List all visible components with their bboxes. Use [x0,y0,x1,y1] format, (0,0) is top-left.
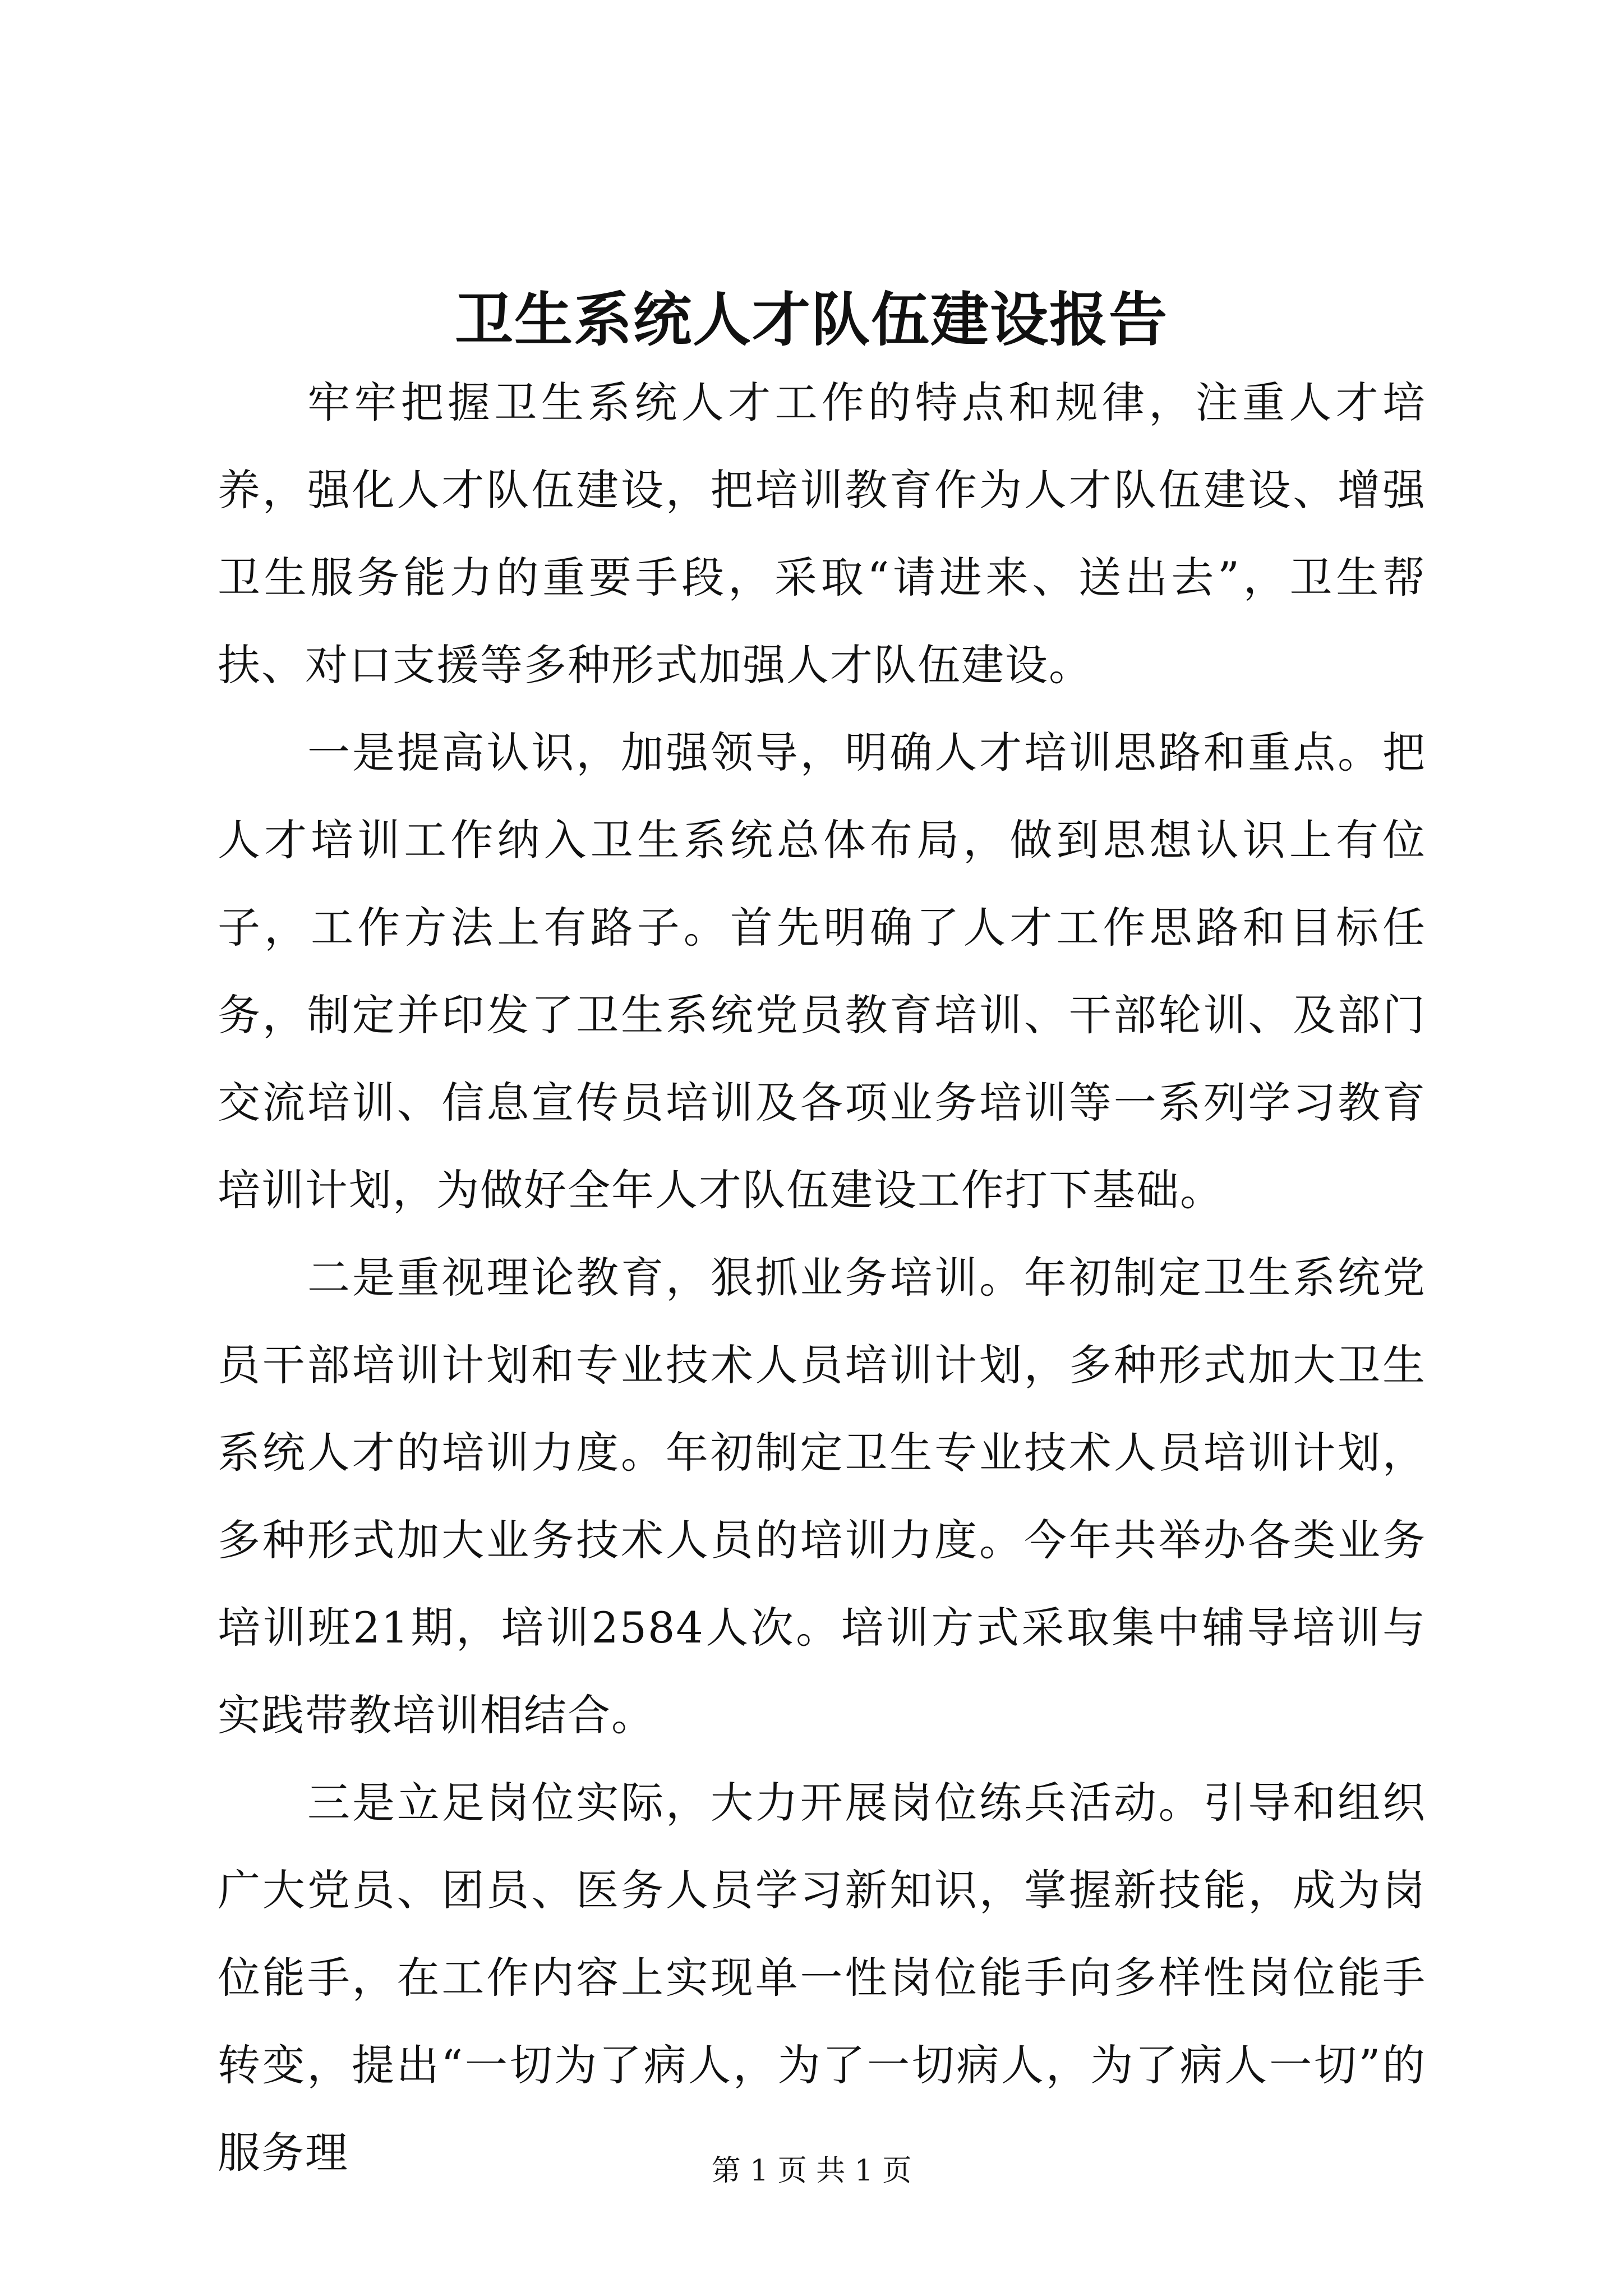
paragraph-intro: 牢牢把握卫生系统人才工作的特点和规律，注重人才培养，强化人才队伍建设，把培训教育作为人才队伍建设、增强卫生服务能力的重要手段，采取“请进来、送出去”，卫生帮扶、对口支援等多种形式加强人才队伍建设。 [218,378,1426,690]
paragraph-section-3: 三是立足岗位实际，大力开展岗位练兵活动。引导和组织广大党员、团员、医务人员学习新知识，掌握新技能，成为岗位能手，在工作内容上实现单一性岗位能手向多样性岗位能手转变，提出“一切为了病人，为了一切病人，为了病人一切”的服务理 [218,1778,1426,2178]
document-title: 卫生系统人才队伍建设报告 [454,285,1168,354]
page-footer: 第 1 页 共 1 页 [711,2154,912,2188]
document-body [218,359,1426,2197]
paragraph-section-1: 一是提高认识，加强领导，明确人才培训思路和重点。把人才培训工作纳入卫生系统总体布局，做到思想认识上有位子，工作方法上有路子。首先明确了人才工作思路和目标任务，制定并印发了卫生系统党员教育培训、干部轮训、及部门交流培训、信息宣传员培训及各项业务培训等一系列学习教育培训计划，为做好全年人才队伍建设工作打下基础。 [218,728,1426,1215]
paragraph-section-2: 二是重视理论教育，狠抓业务培训。年初制定卫生系统党员干部培训计划和专业技术人员培训计划，多种形式加大卫生系统人才的培训力度。年初制定卫生专业技术人员培训计划，多种形式加大业务技术人员的培训力度。今年共举办各类业务培训班21期，培训2584人次。培训方式采取集中辅导培训与实践带教培训相结合。 [218,1253,1426,1740]
